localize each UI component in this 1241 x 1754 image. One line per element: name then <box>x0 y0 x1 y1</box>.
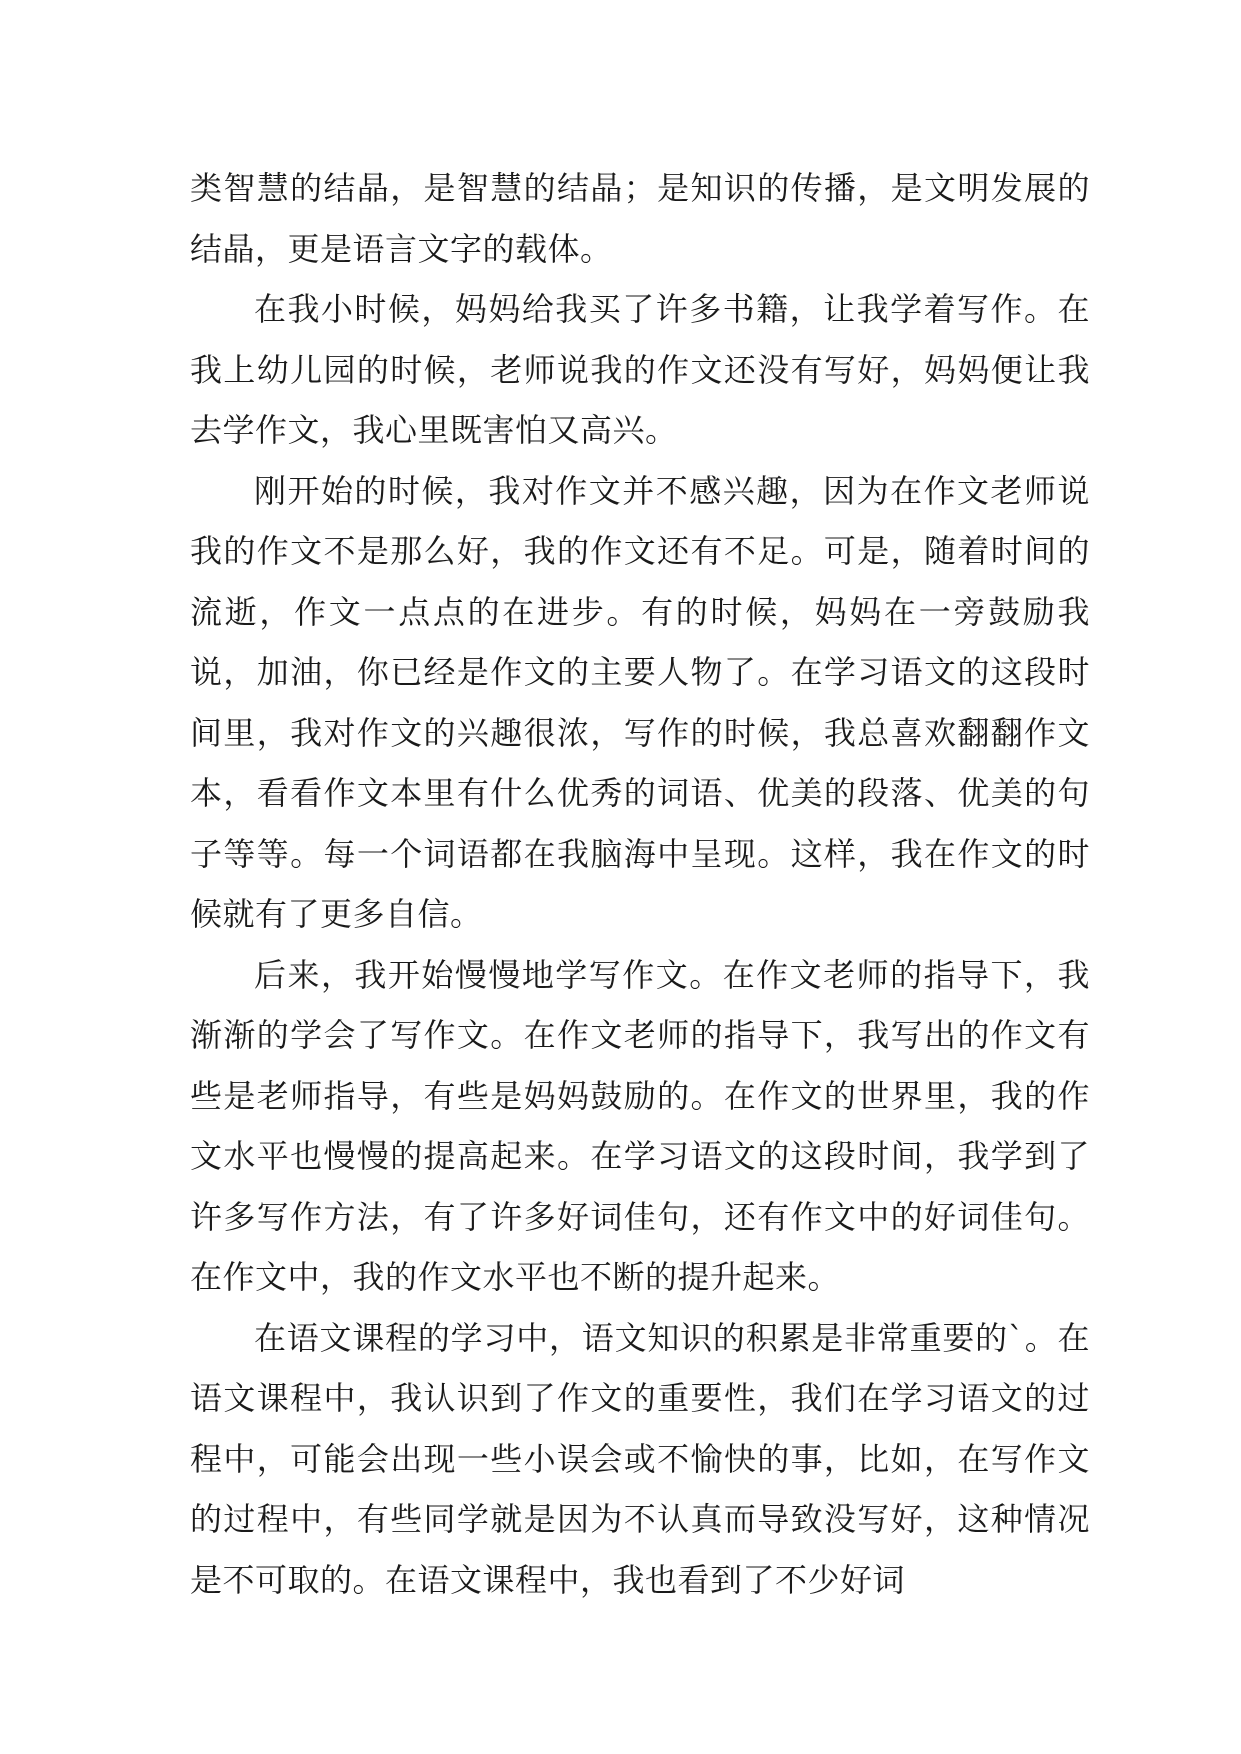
document-body <box>190 158 1090 1610</box>
paragraph-chinese-course: 在语文课程的学习中，语文知识的积累是非常重要的`。在语文课程中，我认识到了作文的重要性，我们在学习语文的过程中，可能会出现一些小误会或不愉快的事，比如，在写作文的过程中，有些同学就是因为不认真而导致没写好，这种情况是不可取的。在语文课程中，我也看到了不少好词 <box>190 1318 1090 1599</box>
paragraph-continuation: 类智慧的结晶，是智慧的结晶；是知识的传播，是文明发展的结晶，更是语言文字的载体。 <box>190 169 1090 268</box>
paragraph-beginning: 刚开始的时候，我对作文并不感兴趣，因为在作文老师说我的作文不是那么好，我的作文还有不足。可是，随着时间的流逝，作文一点点的在进步。有的时候，妈妈在一旁鼓励我说，加油，你已经是作文的主要人物了。在学习语文的这段时间里，我对作文的兴趣很浓，写作的时候，我总喜欢翻翻作文本，看看作文本里有什么优秀的词语、优美的段落、优美的句子等等。每一个词语都在我脑海中呈现。这样，我在作文的时候就有了更多自信。 <box>190 471 1090 933</box>
paragraph-childhood: 在我小时候，妈妈给我买了许多书籍，让我学着写作。在我上幼儿园的时候，老师说我的作文还没有写好，妈妈便让我去学作文，我心里既害怕又高兴。 <box>190 290 1090 449</box>
paragraph-later: 后来，我开始慢慢地学写作文。在作文老师的指导下，我渐渐的学会了写作文。在作文老师的指导下，我写出的作文有些是老师指导，有些是妈妈鼓励的。在作文的世界里，我的作文水平也慢慢的提高起来。在学习语文的这段时间，我学到了许多写作方法，有了许多好词佳句，还有作文中的好词佳句。在作文中，我的作文水平也不断的提升起来。 <box>190 955 1090 1296</box>
